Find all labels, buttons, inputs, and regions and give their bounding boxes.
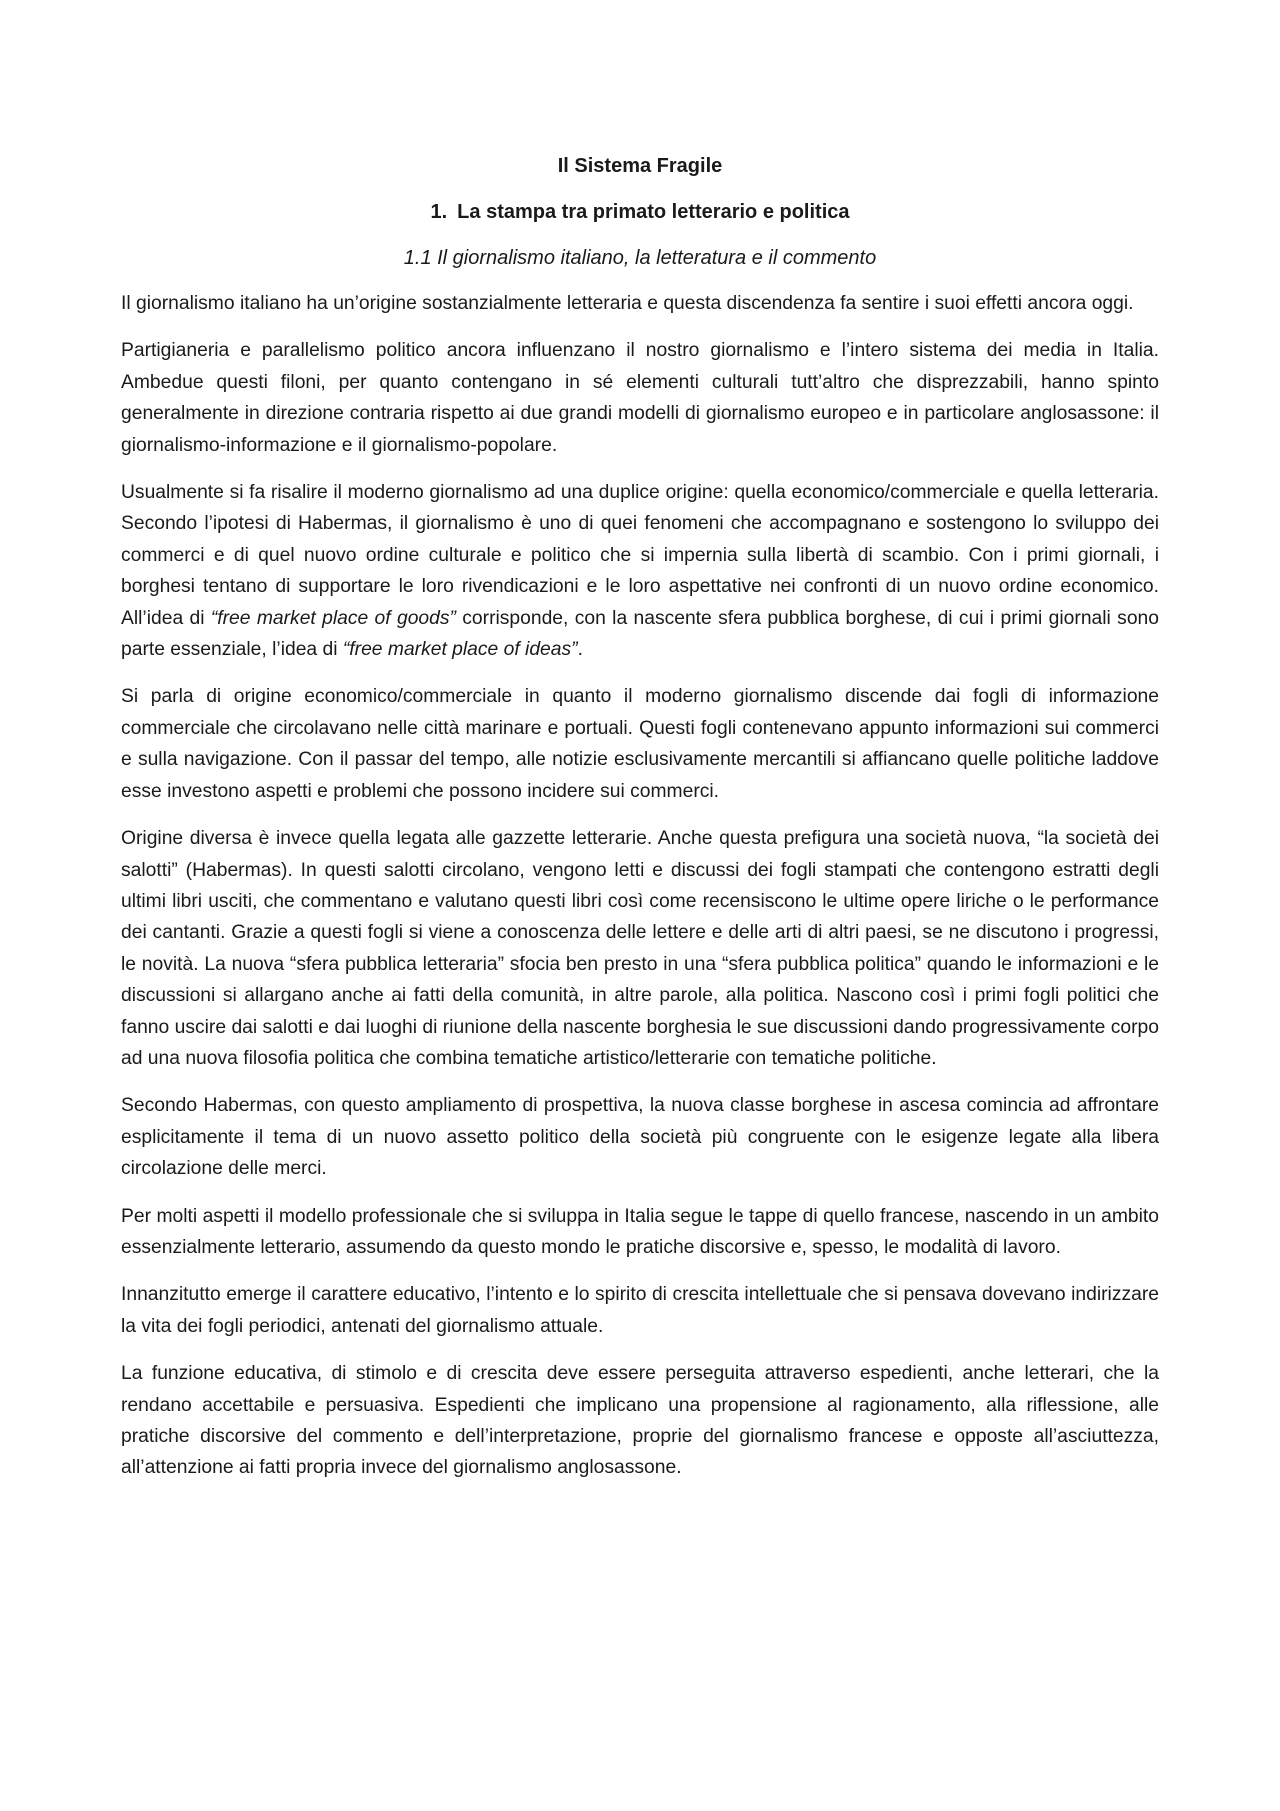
paragraph — [121, 477, 1159, 665]
chapter-heading — [121, 196, 1159, 228]
paragraph: La funzione educativa, di stimolo e di crescita deve essere perseguita attraverso espedienti, anche letterari, che la rendano accettabile e persuasiva. Espedienti che implicano una propensione al ragionamento, alla riflessione, alle pratiche discorsive del commento e dell’interpretazione, proprie del giornalismo francese e opposte all’asciuttezza, all’attenzione ai fatti propria invece del giornalismo anglosassone. — [121, 1363, 1159, 1479]
chapter-title: La stampa tra primato letterario e politica — [457, 201, 850, 223]
paragraph: Si parla di origine economico/commerciale in quanto il moderno giornalismo discende dai fogli di informazione commerciale che circolavano nelle città marinare e portuali. Questi fogli contenevano appunto informazioni sui commerci e sulla navigazione. Con il passar del tempo, alle notizie esclusivamente mercantili si affiancano quelle politiche laddove esse investono aspetti e problemi che possono incidere sui commerci. — [121, 686, 1159, 802]
italic-quote: “free market place of ideas” — [342, 639, 578, 661]
paragraph: Il giornalismo italiano ha un’origine sostanzialmente letteraria e questa discendenza fa sentire i suoi effetti ancora oggi. — [121, 293, 1134, 314]
paragraph: Secondo Habermas, con questo ampliamento di prospettiva, la nuova classe borghese in ascesa comincia ad affrontare esplicitamente il tema di un nuovo assetto politico della società più congruente con le esigenze legate alla libera circolazione delle merci. — [121, 1095, 1159, 1180]
paragraph: Innanzitutto emerge il carattere educativo, l’intento e lo spirito di crescita intellettuale che si pensava dovevano indirizzare la vita dei fogli periodici, antenati del giornalismo attuale. — [121, 1284, 1159, 1337]
paragraph-text: Usualmente si fa risalire il moderno giornalismo ad una duplice origine: quella economico/commerciale e quella letteraria. Secondo l’ipotesi di Habermas, il giornalismo è uno di quei fenomeni che accompagnano e sostengono lo sviluppo dei commerci e di quel nuovo ordine culturale e politico che si impernia sulla libertà di scambio. Con i primi giornali, i borghesi tentano di supportare le loro rivendicazioni e le loro aspettative nei confronti di un nuovo ordine economico. All’idea di — [121, 482, 1159, 629]
paragraph-text: . — [577, 639, 583, 661]
document-title: Il Sistema Fragile — [557, 155, 723, 177]
italic-quote: “free market place of goods” — [210, 607, 456, 629]
paragraph: Per molti aspetti il modello professionale che si sviluppa in Italia segue le tappe di quello francese, nascendo in un ambito essenzialmente letterario, assumendo da questo mondo le pratiche discorsive e, spesso, le modalità di lavoro. — [121, 1205, 1159, 1258]
paragraph: Origine diversa è invece quella legata alle gazzette letterarie. Anche questa prefigura una società nuova, “la società dei salotti” (Habermas). In questi salotti circolano, vengono letti e discussi dei fogli stampati che contengono estratti degli ultimi libri usciti, che commentano e valutano questi libri così come recensiscono le ultime opere liriche o le performance dei cantanti. Grazie a questi fogli si viene a conoscenza delle lettere e delle arti di altri paesi, se ne discutono i progressi, le novità. La nuova “sfera pubblica letteraria” sfocia ben presto in una “sfera pubblica politica” quando le informazioni e le discussioni si allargano anche ai fatti della comunità, in altre parole, alla politica. Nascono così i primi fogli politici che fanno uscire dai salotti e dai luoghi di riunione della nascente borghesia le sue discussioni dando progressivamente corpo ad una nuova filosofia politica che combina tematiche artistico/letterarie con tematiche politiche. — [121, 828, 1159, 1069]
paragraph: Partigianeria e parallelismo politico ancora influenzano il nostro giornalismo e l’intero sistema dei media in Italia. Ambedue questi filoni, per quanto contengano in sé elementi culturali tutt’altro che disprezzabili, hanno spinto generalmente in direzione contraria rispetto ai due grandi modelli di giornalismo europeo e in particolare anglosassone: il giornalismo-informazione e il giornalismo-popolare. — [121, 340, 1159, 456]
section-heading: 1.1 Il giornalismo italiano, la letteratura e il commento — [403, 247, 877, 269]
paragraph-text: corrisponde, con la nascente sfera pubblica borghese, di cui i primi giornali sono parte essenziale, l’idea di — [121, 607, 1159, 661]
chapter-number: 1. — [430, 201, 448, 223]
